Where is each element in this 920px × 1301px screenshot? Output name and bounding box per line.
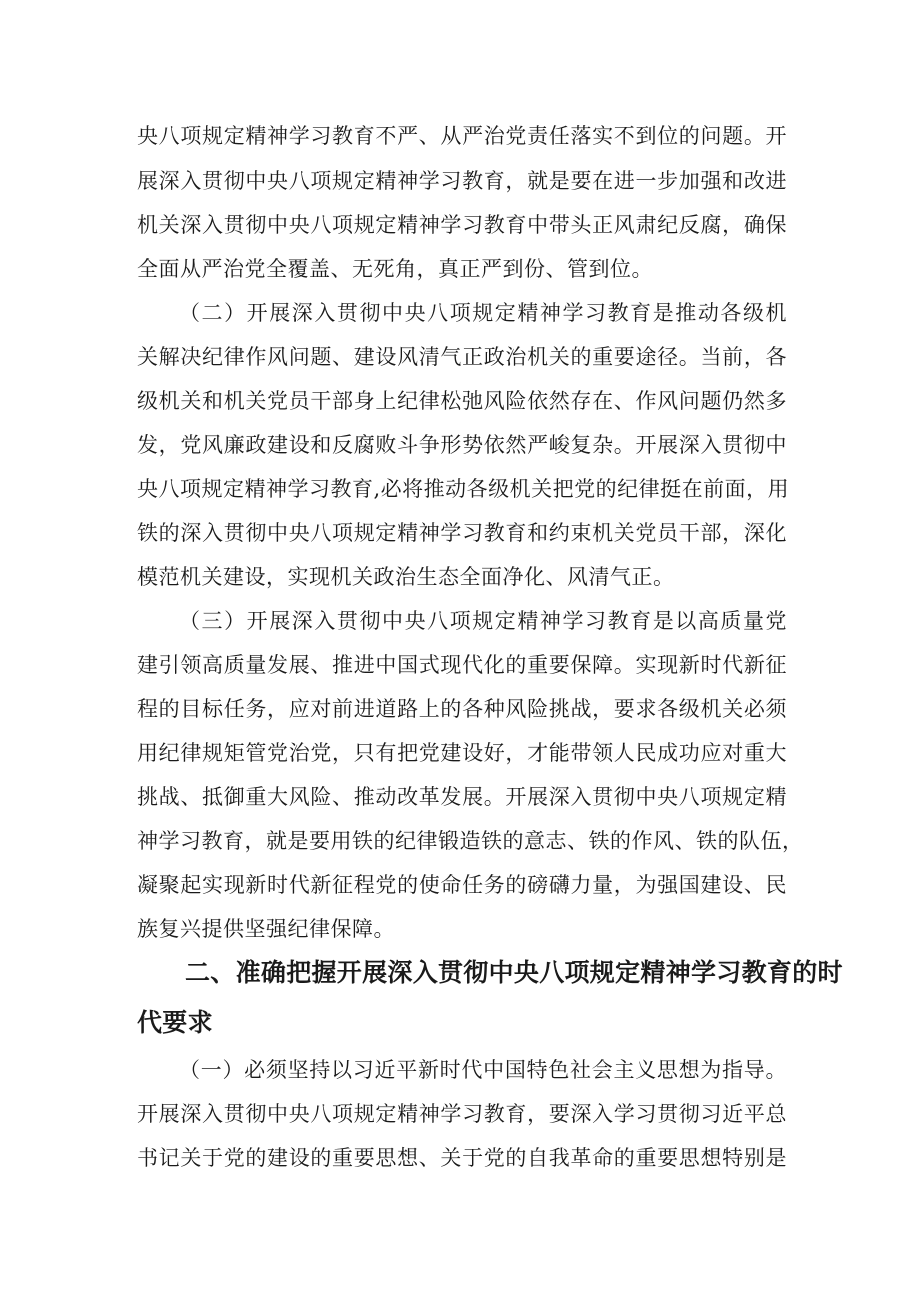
paragraph-line: 凝聚起实现新时代新征程党的使命任务的磅礴力量，为强国建设、民 (137, 873, 787, 897)
paragraph-line: 族复兴提供坚强纪律保障。 (137, 917, 395, 941)
paragraph-line: 展深入贯彻中央八项规定精神学习教育，就是要在进一步加强和改进 (137, 169, 787, 193)
paragraph-line: 开展深入贯彻中央八项规定精神学习教育，要深入学习贯彻习近平总 (137, 1102, 787, 1126)
section-heading: 二、准确把握开展深入贯彻中央八项规定精神学习教育的时 (185, 958, 843, 987)
paragraph-line: 全面从严治党全覆盖、无死角，真正严到份、管到位。 (137, 257, 653, 281)
paragraph-line: 用纪律规矩管党治党，只有把党建设好，才能带领人民成功应对重大 (137, 741, 787, 765)
paragraph-line: 挑战、抵御重大风险、推动改革发展。开展深入贯彻中央八项规定精 (137, 785, 787, 809)
paragraph-line: （二）开展深入贯彻中央八项规定精神学习教育是推动各级机 (179, 301, 787, 325)
paragraph-line: 神学习教育，就是要用铁的纪律锻造铁的意志、铁的作风、铁的队伍， (137, 829, 804, 853)
paragraph-line: 书记关于党的建设的重要思想、关于党的自我革命的重要思想特别是 (137, 1146, 787, 1170)
paragraph-line: 央八项规定精神学习教育,必将推动各级机关把党的纪律挺在前面，用 (137, 477, 790, 501)
paragraph-line: 建引领高质量发展、推进中国式现代化的重要保障。实现新时代新征 (137, 653, 787, 677)
paragraph-line: 央八项规定精神学习教育不严、从严治党责任落实不到位的问题。开 (137, 124, 787, 148)
paragraph-line: 级机关和机关党员干部身上纪律松弛风险依然存在、作风问题仍然多 (137, 389, 787, 413)
paragraph-line: （三）开展深入贯彻中央八项规定精神学习教育是以高质量党 (179, 609, 787, 633)
paragraph-line: （一）必须坚持以习近平新时代中国特色社会主义思想为指导。 (179, 1058, 787, 1082)
paragraph-line: 铁的深入贯彻中央八项规定精神学习教育和约束机关党员干部，深化 (137, 521, 787, 545)
paragraph-line: 发，党风廉政建设和反腐败斗争形势依然严峻复杂。开展深入贯彻中 (137, 433, 787, 457)
paragraph-line: 模范机关建设，实现机关政治生态全面净化、风清气正。 (137, 565, 675, 589)
paragraph-line: 机关深入贯彻中央八项规定精神学习教育中带头正风肃纪反腐，确保 (137, 213, 787, 237)
paragraph-line: 程的目标任务，应对前进道路上的各种风险挑战，要求各级机关必须 (137, 697, 787, 721)
section-heading: 代要求 (137, 1008, 213, 1037)
paragraph-line: 关解决纪律作风问题、建设风清气正政治机关的重要途径。当前，各 (137, 345, 787, 369)
